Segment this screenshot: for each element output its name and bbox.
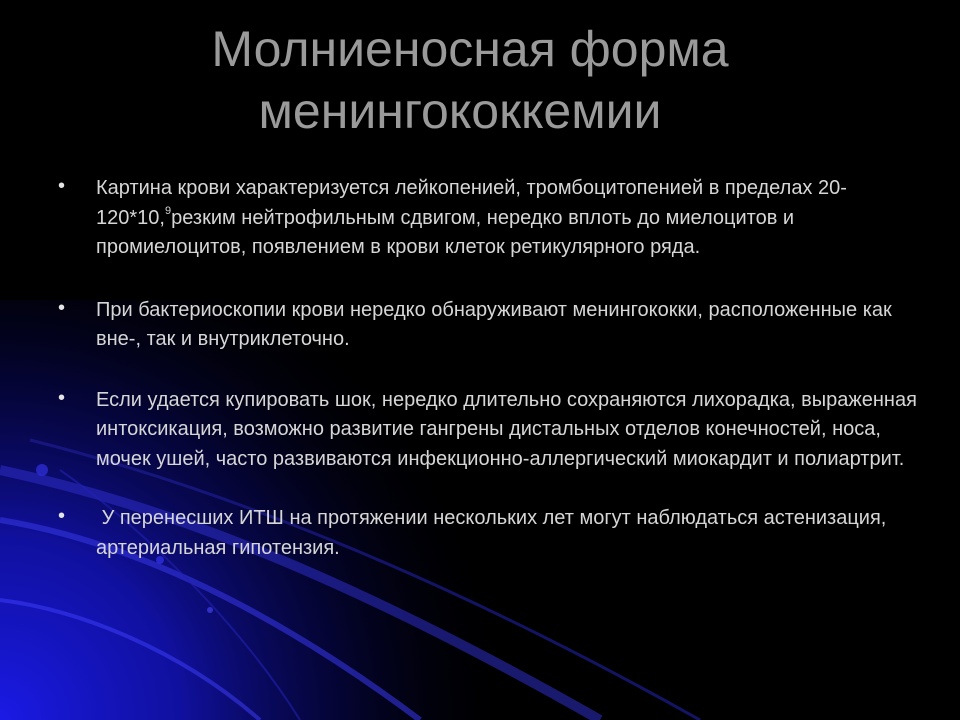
slide-title-line-2: менингококкемии [258,83,662,139]
bullet-list [58,174,918,563]
bullet-text: Если удается купировать шок, нередко длительно сохраняются лихорадка, выраженная интоксикация, возможно развитие гангрены дистальных отделов конечностей, носа, мочек ушей, часто развиваются инфекционно-аллергический миокардит и полиартрит. [96,388,917,470]
bullet-dot-icon: • [58,296,66,319]
bullet-dot-icon: • [58,386,66,409]
bullet-text: При бактериоскопии крови нередко обнаруживают менингококки, расположенные как вне-, так и внутриклеточно. [96,298,892,350]
bullet-text-continued: резким нейтрофильным сдвигом, нередко вплоть до миелоцитов и промиелоцитов, появлением в крови клеток ретикулярного ряда. [96,206,795,258]
bullet-dot-icon: • [58,505,66,527]
glow-dot-1 [36,464,48,476]
bullet-text: У перенесших ИТШ на протяжении нескольких лет могут наблюдаться астенизация, артериальная гипотензия. [96,507,892,559]
bullet-dot-icon: • [58,175,66,197]
bullet-item-shock-outcome [58,386,918,475]
glow-dot-3 [207,607,213,613]
bullet-item-bacterioscopy [58,296,918,355]
slide-title-line-1: Молниеносная форма [211,21,729,77]
bullet-text: Картина крови характеризуется лейкопенией, тромбоцитопенией в пределах 20-120*10, [96,177,847,229]
bullet-item-blood-picture [58,174,918,263]
superscript-exponent: 9 [164,204,172,217]
slide-title [0,18,940,142]
bullet-item-after-itsh [58,504,918,563]
